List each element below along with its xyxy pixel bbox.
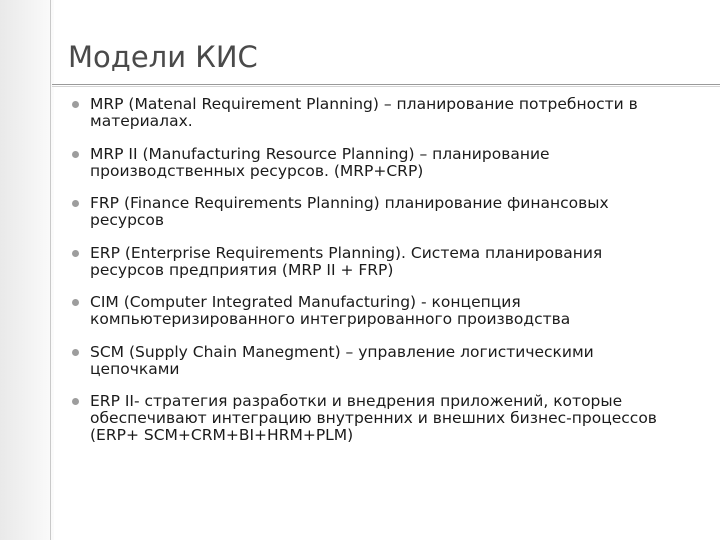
bullet-text-line: FRP (Finance Requirements Planning) планирование финансовых bbox=[90, 194, 609, 212]
bullet-item-scm bbox=[72, 344, 702, 378]
bullet-text-line: SCM (Supply Chain Manegment) – управление логистическими bbox=[90, 342, 594, 361]
bullet-dot-icon bbox=[72, 349, 79, 356]
bullet-item-mrp bbox=[72, 96, 702, 130]
title-divider bbox=[52, 84, 720, 85]
bullet-text-line: MRP (Matenal Requirement Planning) – планирование потребности в bbox=[90, 95, 638, 113]
bullet-item-mrp2 bbox=[72, 146, 702, 180]
slide-title: Модели КИС bbox=[68, 40, 258, 74]
left-frame-line bbox=[50, 0, 51, 540]
bullet-text-line: MRP II (Manufacturing Resource Planning) – планирование bbox=[90, 144, 550, 163]
bullet-text-line: (ERP+ SCM+CRM+BI+HRM+PLM) bbox=[90, 426, 354, 444]
bullet-dot-icon bbox=[72, 151, 79, 158]
bullet-text-line: цепочками bbox=[90, 359, 180, 378]
bullet-item-frp bbox=[72, 195, 702, 229]
bullet-text-line: ресурсов bbox=[90, 211, 165, 229]
bullet-text-line: CIM (Computer Integrated Manufacturing) - концепция bbox=[90, 293, 521, 311]
title-divider-shadow bbox=[52, 86, 720, 87]
bullet-item-erp2 bbox=[72, 393, 702, 444]
bullet-list bbox=[72, 96, 702, 460]
bullet-dot-icon bbox=[72, 250, 79, 257]
bullet-dot-icon bbox=[72, 101, 79, 108]
left-decorative-band bbox=[0, 0, 54, 540]
bullet-text-line: ресурсов предприятия (MRP II + FRP) bbox=[90, 260, 394, 279]
bullet-item-erp bbox=[72, 245, 702, 279]
bullet-text-line: ERP II- стратегия разработки и внедрения приложений, которые bbox=[90, 392, 623, 410]
bullet-text-line: производственных ресурсов. (MRP+CRP) bbox=[90, 161, 424, 180]
bullet-dot-icon bbox=[72, 200, 79, 207]
bullet-text-line: обеспечивают интеграцию внутренних и внешних бизнес-процессов bbox=[90, 409, 657, 427]
bullet-dot-icon bbox=[72, 398, 79, 405]
bullet-text-line: компьютеризированного интегрированного производства bbox=[90, 310, 571, 328]
bullet-dot-icon bbox=[72, 299, 79, 306]
bullet-text-line: материалах. bbox=[90, 112, 193, 130]
bullet-item-cim bbox=[72, 294, 702, 328]
bullet-text-line: ERP (Enterprise Requirements Planning). Система планирования bbox=[90, 243, 603, 262]
